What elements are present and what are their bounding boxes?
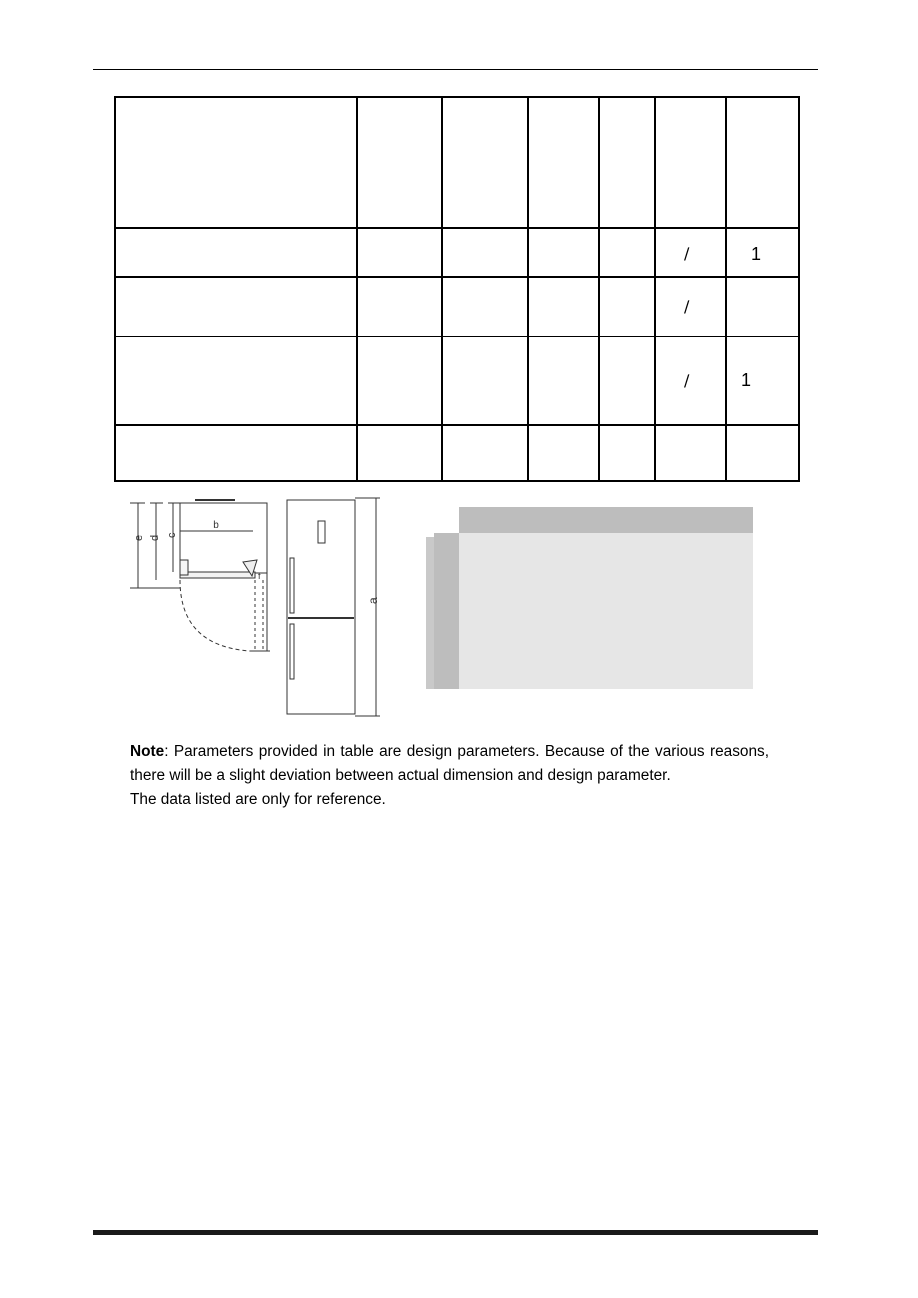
- fridge-dimension-diagram: [125, 496, 390, 721]
- dim-label-a: a: [366, 597, 380, 604]
- top-view-drawing: [130, 500, 270, 651]
- footer-rule: [93, 1230, 818, 1235]
- header-rule: [93, 69, 818, 70]
- dim-label-c: c: [166, 532, 178, 538]
- note-paragraph: [130, 740, 769, 788]
- dim-label-d: d: [149, 534, 161, 541]
- table-border-top: [114, 96, 800, 98]
- dim-label-b: b: [213, 520, 219, 531]
- table-row-divider: [114, 424, 800, 426]
- table-cell: 1: [751, 244, 762, 264]
- table-cell: ∕: [684, 244, 690, 263]
- table-row-divider: [114, 276, 800, 278]
- note-text-end: The data listed are only for reference.: [130, 791, 386, 808]
- note-text: : Parameters provided in table are design parameters. Because of the various reasons, there will be a slight deviation between actual dimension and design parameter.: [130, 743, 769, 784]
- legend-body: [459, 533, 753, 689]
- table-row-divider: [114, 227, 800, 229]
- specification-table: [114, 96, 800, 482]
- dim-label-e: e: [133, 534, 145, 541]
- front-view-drawing: [287, 498, 380, 716]
- table-cell: 1: [741, 370, 752, 390]
- legend-column: [426, 537, 434, 689]
- dim-label-f: f: [258, 571, 261, 581]
- note-label: Note: [130, 743, 165, 760]
- table-border-bottom: [114, 480, 800, 482]
- legend-column: [434, 533, 459, 689]
- table-row-divider: [114, 336, 800, 337]
- table-cell: ∕: [684, 371, 690, 390]
- note-paragraph-end: [130, 788, 769, 812]
- legend-header: [459, 507, 753, 533]
- dimension-legend-table: [426, 507, 753, 689]
- table-cell: ∕: [684, 297, 690, 316]
